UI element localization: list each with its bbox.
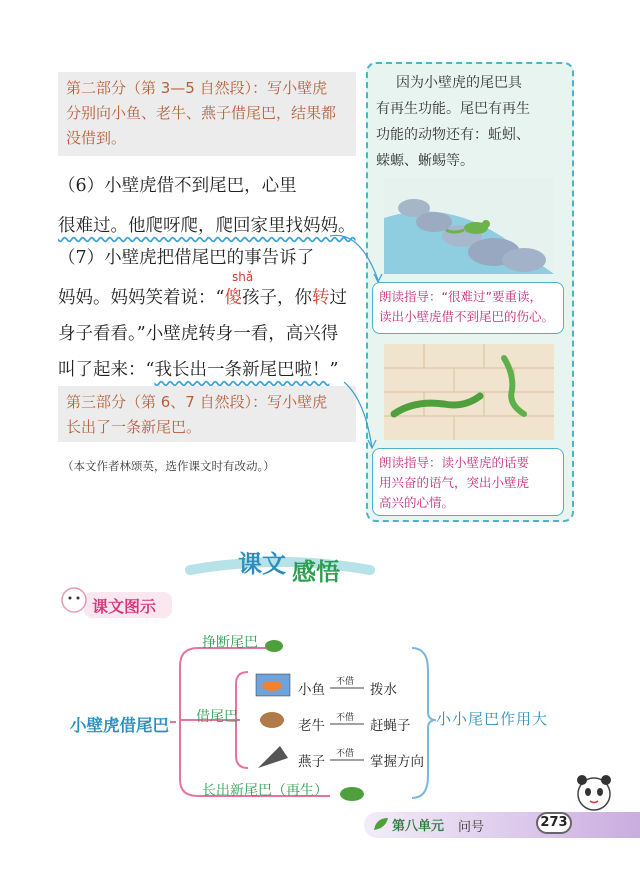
mindmap-conclusion: 小小尾巴作用大 [436,710,549,728]
side-text-line: 因为小壁虎的尾巴具 [396,75,522,91]
para7-red-char: 傻 [224,288,242,308]
para7-red-char: 转 [311,288,330,308]
para6-line2-text: 很难过。他爬呀爬，爬回家里找妈妈。 [58,216,356,236]
para7-line2 [58,284,358,309]
para7-text: ” [329,360,339,380]
banner-word-2: 感悟 [292,558,340,586]
reading-guide-1 [372,282,564,334]
use-fish: 拨水 [370,682,397,698]
footer-lesson: 问号 [458,820,485,835]
page-number: 273 [536,812,572,834]
banner-word-1: 课文 [238,550,286,578]
side-text-line: 蝾螈、蜥蜴等。 [376,153,474,169]
not-lend-label: 不借 [336,677,355,687]
not-lend-label: 不借 [336,749,355,759]
guide-line: 朗读指导：“很难过”要重读， [379,289,542,304]
footer-unit: 第八单元 [392,819,445,834]
para7-text: 叫了起来：“ [58,360,155,380]
gecko-new-tail-illustration [384,344,554,440]
animal-fish: 小鱼 [298,682,325,698]
animal-ox: 老牛 [298,718,325,734]
part2-note-line: 第二部分（第 3—5 自然段）：写小壁虎 [66,79,328,97]
part2-note-line: 分别向小鱼、老牛、燕子借尾巴，结果都 [66,104,337,122]
gecko-on-rocks-illustration [384,178,554,274]
para6-line1: （6）小壁虎借不到尾巴，心里 [58,176,297,196]
part3-note-line: 长出了一条新尾巴。 [66,418,202,436]
para7-text: 妈妈。妈妈笑着说：“ [58,288,225,308]
branch-borrow-tail: 借尾巴 [196,709,238,725]
not-lend-label: 不借 [336,713,355,723]
use-swallow: 掌握方向 [370,754,424,770]
side-text-line: 有再生功能。尾巴有再生 [376,101,530,117]
para7-text: 孩子，你 [241,288,312,308]
para7-line1: （7）小壁虎把借尾巴的事告诉了 [58,248,315,268]
side-text-line: 功能的动物还有：蚯蚓、 [376,127,530,143]
para7-line3: 身子看看。”小壁虎转身一看，高兴得 [58,324,339,344]
reading-guide-2 [372,448,564,516]
para7-line4 [58,356,358,381]
para7-text: 过 [329,288,347,308]
author-note: （本文作者林颂英，选作课文时有改动。） [62,459,275,473]
pinyin-sha: shǎ [232,270,254,284]
para7-exclaim: 我长出一条新尾巴啦！ [154,360,330,380]
guide-line: 朗读指导：读小壁虎的话要 [379,455,530,470]
part3-note [58,386,356,442]
guide-line: 读出小壁虎借不到尾巴的伤心。 [379,309,555,324]
part2-note [58,72,356,156]
leaf-icon [372,816,390,832]
branch-new-tail: 长出新尾巴（再生） [202,783,328,799]
guide-line: 高兴的心情。 [379,495,455,510]
part3-note-line: 第三部分（第 6、7 自然段）：写小壁虎 [66,393,328,411]
use-ox: 赶蝇子 [370,718,411,734]
animal-swallow: 燕子 [298,754,325,770]
para6-line2 [58,212,358,237]
part2-note-line: 没借到。 [66,129,127,147]
guide-line: 用兴奋的语气，突出小壁虎 [379,475,530,490]
panda-mascot-icon [570,770,618,816]
mindmap-root: 小壁虎借尾巴 [70,716,169,735]
diagram-subtitle: 课文图示 [92,597,157,616]
branch-break-tail: 挣断尾巴 [202,635,258,651]
